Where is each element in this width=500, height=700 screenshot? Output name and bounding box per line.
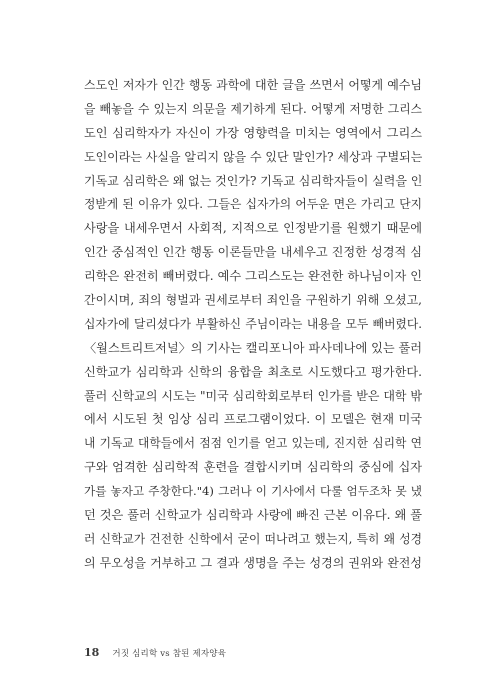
text-line: 도인 심리학자가 자신이 가장 영향력을 미치는 영역에서 그리스 <box>84 125 422 140</box>
text-line: 도인이라는 사실을 알리지 않을 수 있단 말인가? 세상과 구별되는 <box>84 149 422 164</box>
text-line: 사랑을 내세우면서 사회적, 지적으로 인정받기를 원했기 때문에 <box>84 221 422 236</box>
text-line: 구와 엄격한 심리학적 훈련을 결합시키며 심리학의 중심에 십자 <box>84 460 422 475</box>
text-line: 〈월스트리트저널〉의 기사는 캘리포니아 파사데나에 있는 풀러 <box>84 340 422 355</box>
text-line: 의 무오성을 거부하고 그 결과 생명을 주는 성경의 권위와 완전성 <box>84 555 422 570</box>
text-line: 내 기독교 대학들에서 점점 인기를 얻고 있는데, 진지한 심리학 연 <box>84 436 422 451</box>
text-line: 리학은 완전히 빼버렸다. 예수 그리스도는 완전한 하나님이자 인 <box>84 269 422 284</box>
page-number: 18 <box>84 646 100 659</box>
text-line: 풀러 신학교의 시도는 "미국 심리학회로부터 인가를 받은 대학 밖 <box>84 388 422 403</box>
text-line: 신학교가 심리학과 신학의 융합을 최초로 시도했다고 평가한다. <box>84 364 422 379</box>
text-line: 스도인 저자가 인간 행동 과학에 대한 글을 쓰면서 어떻게 예수님 <box>84 78 422 92</box>
running-title: 거짓 심리학 vs 참된 제자양육 <box>112 649 227 659</box>
text-line: 인간 중심적인 인간 행동 이론들만을 내세우고 진정한 성경적 심 <box>84 245 422 260</box>
text-line: 러 신학교가 건전한 신학에서 굳이 떠나려고 했는지, 특히 왜 성경 <box>84 531 422 546</box>
text-line: 십자가에 달리셨다가 부활하신 주님이라는 내용을 모두 빼버렸다. <box>84 316 422 331</box>
text-line: 던 것은 풀러 신학교가 심리학과 사랑에 빠진 근본 이유다. 왜 풀 <box>84 508 422 523</box>
text-line: 을 빼놓을 수 있는지 의문을 제기하게 된다. 어떻게 저명한 그리스 <box>84 101 422 116</box>
text-line: 정받게 된 이유가 있다. 그들은 십자가의 어두운 면은 가리고 단지 <box>84 197 422 212</box>
text-line: 가를 놓자고 주창한다."4) 그러나 이 기사에서 다룰 엄두조차 못 냈 <box>84 484 422 499</box>
body-text <box>84 74 422 576</box>
text-line: 기독교 심리학은 왜 없는 것인가? 기독교 심리학자들이 실력을 인 <box>84 173 422 188</box>
text-line: 간이시며, 죄의 형벌과 권세로부터 죄인을 구원하기 위해 오셨고, <box>84 293 422 308</box>
text-line: 에서 시도된 첫 임상 심리 프로그램이었다. 이 모델은 현재 미국 <box>84 412 422 427</box>
page-footer <box>84 641 226 660</box>
